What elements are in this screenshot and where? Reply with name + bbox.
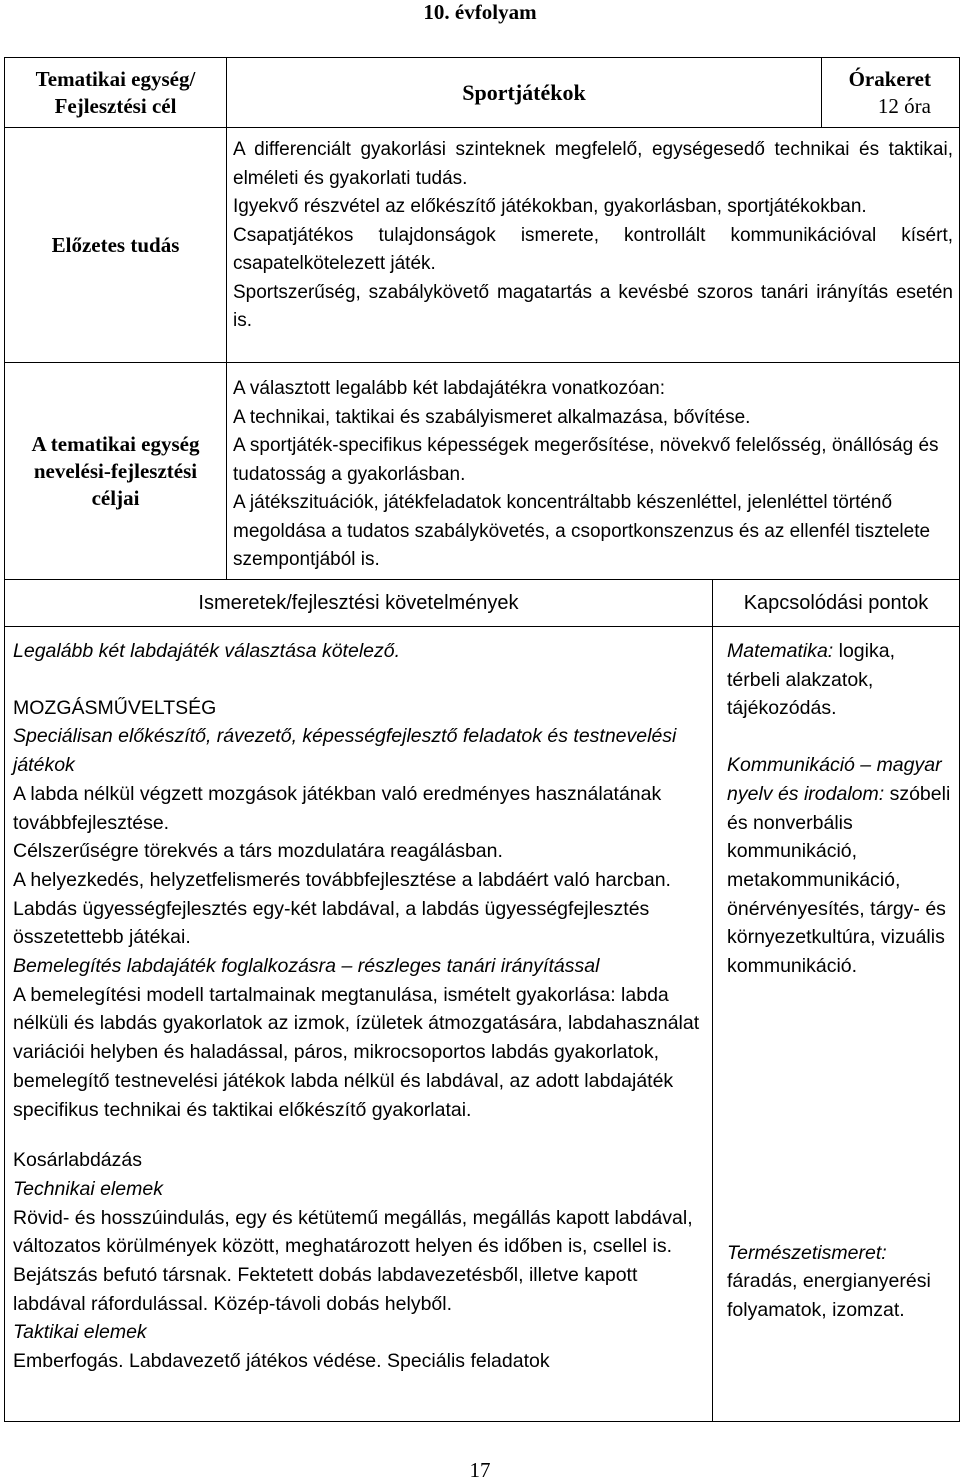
unit-label: Tematikai egység/ Fejlesztési cél bbox=[5, 58, 227, 128]
section-line: Célszerűségre törekvés a társ mozdulatára reagálásban. bbox=[13, 840, 503, 863]
warmup-text: A bemelegítési modell tartalmainak megtanulása, ismételt gyakorlása: labda nélküli és labdás gyakorlatok az izmok, ízületek átmozgatására, labdahasználat variációi helyben és haladással, páros, mikrocsoportos labdás gyakorlatok, bemelegítő testnevelési játékok labda nélkül és labdával, az adott labdajáték specifikus technikai és taktikai előkészítő gyakorlatai. bbox=[13, 983, 700, 1121]
technical-text: Rövid- és hosszúindulás, egy és kétütemű megállás, megállás kapott labdával, változatos körülmények között, meghatározott helyen és időben is, csellel is. Bejátszás befutó társnak. Fektetett dobás labdavezetésből, illetve kapott labdával ráfordulással. Közép-távoli dobás helyből. bbox=[13, 1206, 693, 1315]
connection-math-subject: Matematika: bbox=[727, 640, 834, 662]
spacer bbox=[13, 666, 702, 694]
goals-label: A tematikai egység nevelési-fejlesztési céljai bbox=[5, 363, 227, 580]
section-line: A labda nélkül végzett mozgások játékban való eredményes használatának továbbfejlesztése. bbox=[13, 782, 662, 834]
tactical-subtitle: Taktikai elemek bbox=[13, 1321, 147, 1344]
technical-subtitle: Technikai elemek bbox=[13, 1177, 163, 1200]
spacer bbox=[727, 723, 951, 751]
section-title-basketball: Kosárlabdázás bbox=[13, 1149, 142, 1172]
connection-science-text: fáradás, energianyerési folyamatok, izomzat. bbox=[727, 1270, 931, 1322]
goals-line: A technikai, taktikai és szabályismeret alkalmazása, bővítése. bbox=[233, 406, 751, 428]
intro-note: Legalább két labdajáték választása kötelező. bbox=[13, 640, 401, 662]
prior-line: Sportszerűség, szabálykövető magatartás a kevésbé szoros tanári irányítás esetén is. bbox=[233, 281, 953, 331]
warmup-subtitle: Bemelegítés labdajáték foglalkozásra – részleges tanári irányítással bbox=[13, 955, 600, 978]
prior-line: Csapatjátékos tulajdonságok ismerete, kontrollált kommunikációval kísért, csapatelkötelezett játék. bbox=[233, 224, 953, 274]
connection-science-subject: Természetismeret: bbox=[727, 1241, 887, 1264]
connection-math bbox=[727, 637, 951, 723]
page-number: 17 bbox=[469, 1458, 491, 1482]
grade-header: 10. évfolyam bbox=[423, 0, 537, 24]
prior-knowledge-text bbox=[227, 128, 960, 363]
unit-overview-table bbox=[4, 57, 960, 580]
connection-comm-text: szóbeli és nonverbális kommunikáció, metakommunikáció, önérvényesítés, tárgy- és környezetkultúra, vizuális kommunikáció. bbox=[727, 782, 951, 978]
spacer bbox=[13, 1124, 702, 1146]
goals-line: A sportjáték-specifikus képességek megerősítése, növekvő felelősség, önállóság és tudatosság a gyakorlásban. bbox=[233, 435, 939, 485]
hours-cell bbox=[822, 58, 960, 128]
goals-text bbox=[227, 363, 960, 580]
prior-line: A differenciált gyakorlási szinteknek megfelelő, egységesedő technikai és taktikai, elméleti és gyakorlati tudás. bbox=[233, 139, 953, 189]
requirements-main bbox=[5, 627, 713, 1422]
section-title-movement: MOZGÁSMŰVELTSÉG bbox=[13, 696, 217, 719]
prior-knowledge-label: Előzetes tudás bbox=[5, 128, 227, 363]
hours-value: 12 óra bbox=[877, 93, 931, 118]
goals-line: A választott legalább két labdajátékra vonatkozóan: bbox=[233, 378, 666, 399]
spacer bbox=[727, 981, 951, 1239]
connection-comm-subject: Kommunikáció – magyar nyelv és irodalom: bbox=[727, 754, 942, 805]
connection-math-text: logika, térbeli alakzatok, tájékozódás. bbox=[727, 640, 895, 720]
tactical-text: Emberfogás. Labdavezető játékos védése. Speciális feladatok bbox=[13, 1350, 550, 1373]
prior-line: Igyekvő részvétel az előkészítő játékokban, gyakorlásban, sportjátékokban. bbox=[233, 196, 867, 217]
connection-science bbox=[727, 1239, 951, 1325]
section-line: A helyezkedés, helyzetfelismerés továbbfejlesztése a labdáért való harcban. Labdás ügyességfejlesztés egy-két labdával, a labdás ügyességfejlesztés összetettebb játékai. bbox=[13, 868, 671, 949]
connections-column bbox=[713, 627, 960, 1422]
unit-title: Sportjátékok bbox=[227, 58, 822, 128]
connection-comm bbox=[727, 751, 951, 981]
col-side-header: Kapcsolódási pontok bbox=[713, 580, 960, 627]
goals-line: A játékszituációk, játékfeladatok koncentráltabb készenléttel, jelenléttel történő megoldása a tudatos szabálykövetés, a csoportkonszenzus és az ellenfél tisztelete szempontjából is. bbox=[233, 492, 931, 570]
requirements-table bbox=[4, 579, 960, 1422]
hours-label: Órakeret bbox=[848, 66, 931, 91]
col-main-header: Ismeretek/fejlesztési követelmények bbox=[5, 580, 713, 627]
section-subtitle: Speciálisan előkészítő, rávezető, képességfejlesztő feladatok és testnevelési játékok bbox=[13, 725, 677, 777]
